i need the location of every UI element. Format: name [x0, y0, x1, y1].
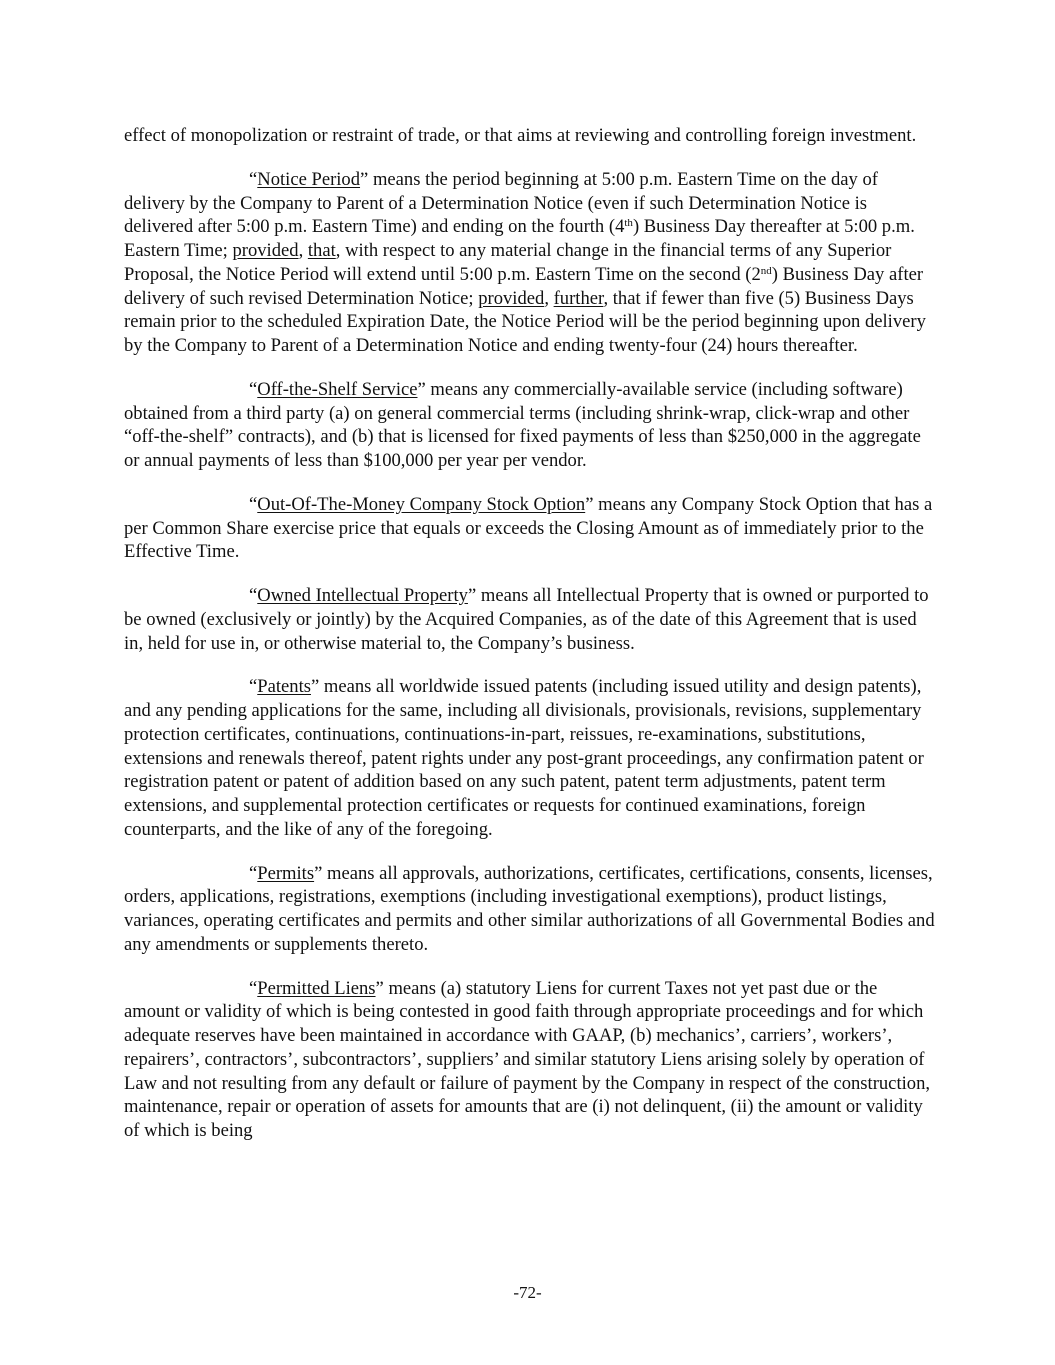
ordinal-suffix: th	[624, 217, 633, 230]
emphasis-provided: provided	[478, 287, 545, 309]
defined-term: Notice Period	[257, 168, 361, 190]
definition-owned-intellectual-property: “Owned Intellectual Property” means all Intellectual Property that is owned or purported to be owned (exclusively or jointly) by the Acquired Companies, as of the date of this Agreement that is used in, held for use in, or otherwise material to, the Company’s business.	[124, 585, 929, 654]
document-page	[124, 124, 936, 1163]
definition-off-the-shelf-service: “Off-the-Shelf Service” means any commercially-available service (including software) obtained from a third party (a) on general commercial terms (including shrink-wrap, click-wrap and other “off-the-shelf” contracts), and (b) that is licensed for fixed payments of less than $250,000 in the aggregate or annual payments of less than $100,000 per year per vendor.	[124, 378, 921, 471]
defined-term: Out-Of-The-Money Company Stock Option	[257, 493, 586, 515]
continuation-paragraph: effect of monopolization or restraint of trade, or that aims at reviewing and controlling foreign investment.	[124, 125, 917, 146]
page-number: -72-	[513, 1283, 542, 1302]
close-quote: ”	[360, 168, 369, 190]
definition-permitted-liens: “Permitted Liens” means (a) statutory Liens for current Taxes not yet past due or the amount or validity of which is being contested in good faith through appropriate proceedings and for which adequate reserves have been maintained in accordance with GAAP, (b) mechanics’, carriers’, workers’, repairers’, contractors’, subcontractors’, suppliers’ and similar statutory Liens arising solely by operation of Law and not resulting from any default or failure of payment by the Company in respect of the construction, maintenance, repair or operation of assets for amounts that are (i) not delinquent, (ii) the amount or validity of which is being	[124, 977, 931, 1141]
definition-patents: “Patents” means all worldwide issued patents (including issued utility and design patents), and any pending applications for the same, including all divisionals, provisionals, revisions, supplementary protection certificates, continuations, continuations-in-part, reissues, re-examinations, substitutions, extensions and renewals thereof, patent rights under any post-grant proceedings, any confirmation patent or registration patent or patent of addition based on any such patent, patent term adjustments, patent term extensions, and supplemental protection certificates or requests for continued examinations, foreign counterparts, and the like of any of the foregoing.	[124, 676, 924, 840]
defined-term: Permitted Liens	[257, 977, 376, 999]
emphasis-further: further	[553, 287, 604, 309]
definition-out-of-the-money-option: “Out-Of-The-Money Company Stock Option” means any Company Stock Option that has a per Common Share exercise price that equals or exceeds the Closing Amount as of immediately prior to the Effective Time.	[124, 493, 933, 563]
emphasis-provided: provided	[232, 240, 299, 261]
defined-term: Patents	[257, 676, 311, 698]
definition-notice-period: “Notice Period” means the period beginning at 5:00 p.m. Eastern Time on the day of delivery by the Company to Parent of a Determination Notice (even if such Determination Notice is delivered after 5:00 p.m. Eastern Time) and ending on the fourth (4th) Business Day thereafter at 5:00 p.m. Eastern Time; provided, that, with respect to any material change in the financial terms of any Superior Proposal, the Notice Period will extend until 5:00 p.m. Eastern Time on the second (2nd) Business Day after delivery of such revised Determination Notice; provided, further, that if fewer than five (5) Business Days remain prior to the scheduled Expiration Date, the Notice Period will be the period beginning upon delivery by the Company to Parent of a Determination Notice and ending twenty-four (24) hours thereafter.	[124, 168, 926, 356]
emphasis-that: that	[307, 240, 336, 261]
defined-term: Owned Intellectual Property	[257, 585, 468, 606]
ordinal-suffix: nd	[760, 264, 772, 277]
defined-term: Off-the-Shelf Service	[257, 378, 418, 400]
definition-permits: “Permits” means all approvals, authorizations, certificates, certifications, consents, licenses, orders, applications, registrations, exemptions (including investigational exemptions), product listings, variances, operating certificates and permits and other similar authorizations of all Governmental Bodies and any amendments or supplements thereto.	[124, 862, 935, 955]
open-quote: “	[249, 168, 258, 190]
defined-term: Permits	[257, 862, 315, 884]
